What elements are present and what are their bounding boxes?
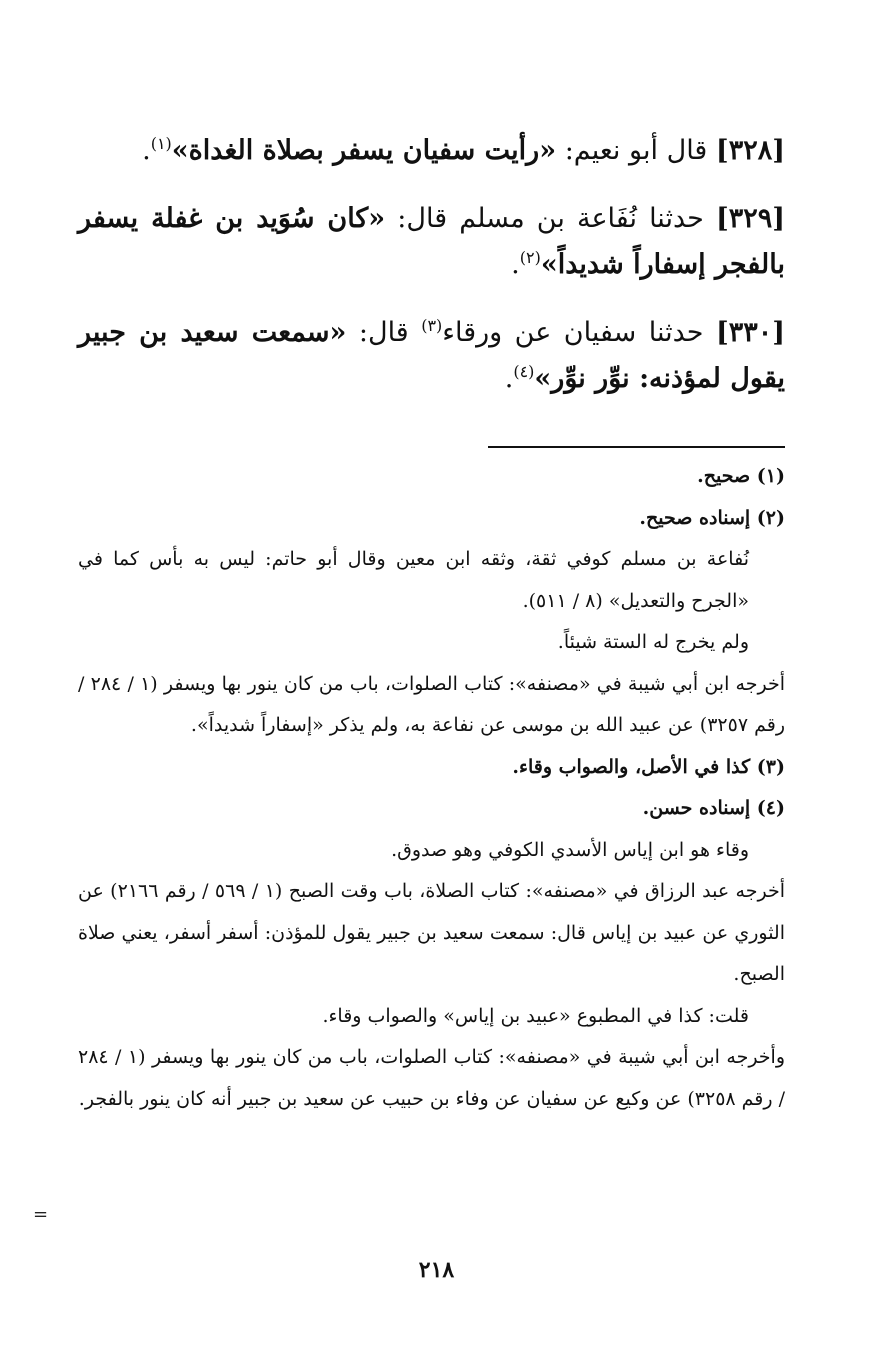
- entry-end: .: [511, 249, 520, 280]
- entry-number: [٣٣٠]: [715, 317, 786, 348]
- entry-text: حدثنا نُفَاعة بن مسلم قال:: [385, 203, 716, 234]
- footnote-2-body: ولم يخرج له الستة شيئاً.: [557, 631, 749, 653]
- margin-mark: =: [33, 1204, 49, 1225]
- main-text: [78, 128, 785, 424]
- entry-quote: «كان سُوَيد بن غفلة يسفر بالفجر إسفاراً شديداً»: [78, 203, 785, 280]
- footnotes: [78, 456, 785, 1120]
- entry-text-continued: قال:: [346, 317, 422, 348]
- footnote-ref[interactable]: (١): [150, 134, 172, 153]
- entry-quote: «سمعت سعيد بن جبير يقول لمؤذنه: نوِّر نوِّر»: [78, 317, 785, 394]
- footnote-divider: [488, 446, 785, 448]
- footnote-2-body: نُفاعة بن مسلم كوفي ثقة، وثقه ابن معين وقال أبو حاتم: ليس به بأس كما في «الجرح والتعديل» (٨ / ٥١١).: [78, 548, 749, 612]
- entry-328: [78, 128, 785, 174]
- entry-330: [78, 310, 785, 402]
- footnote-2-body: أخرجه ابن أبي شيبة في «مصنفه»: كتاب الصلوات، باب من كان ينور بها ويسفر (١ / ٢٨٤ / رقم ٣٢٥٧) عن عبيد الله بن موسى عن نفاعة به، ولم يذكر «إسفاراً شديداً».: [78, 672, 785, 736]
- entry-number: [٣٢٨]: [715, 135, 785, 166]
- footnote-3: (٣) كذا في الأصل، والصواب وقاء.: [512, 755, 785, 778]
- footnote-4-body: قلت: كذا في المطبوع «عبيد بن إياس» والصواب وقاء.: [322, 1004, 749, 1027]
- footnote-1: (١) صحيح.: [697, 465, 785, 487]
- entry-quote: «رأيت سفيان يسفر بصلاة الغداة»: [171, 135, 557, 166]
- footnote-4: (٤) إسناده حسن.: [642, 797, 785, 819]
- entry-text: قال أبو نعيم:: [556, 135, 716, 166]
- footnote-2: (٢) إسناده صحيح.: [639, 506, 785, 529]
- footnote-ref[interactable]: (٢): [519, 248, 541, 267]
- footnote-4-body: أخرجه عبد الرزاق في «مصنفه»: كتاب الصلاة، باب وقت الصبح (١ / ٥٦٩ / رقم ٢١٦٦) عن الثوري عن عبيد بن إياس قال: سمعت سعيد بن جبير يقول للمؤذن: أسفر أسفر، يعني صلاة الصبح.: [78, 880, 785, 985]
- page-number: ٢١٨: [418, 1257, 455, 1283]
- footnote-4-body: وقاء هو ابن إياس الأسدي الكوفي وهو صدوق.: [391, 838, 749, 861]
- footnote-ref[interactable]: (٤): [513, 362, 535, 381]
- footnote-ref[interactable]: (٣): [421, 316, 443, 335]
- entry-end: .: [142, 135, 151, 166]
- entry-end: .: [504, 363, 514, 394]
- entry-text: حدثنا سفيان عن ورقاء: [442, 317, 716, 348]
- footnote-4-body: وأخرجه ابن أبي شيبة في «مصنفه»: كتاب الصلوات، باب من كان ينور بها ويسفر (١ / ٢٨٤ / رقم ٣٢٥٨) عن وكيع عن سفيان عن وفاء بن حبيب عن سعيد بن جبير أنه كان ينور بالفجر.: [78, 1046, 786, 1110]
- entry-number: [٣٢٩]: [715, 203, 786, 234]
- entry-329: [78, 196, 785, 288]
